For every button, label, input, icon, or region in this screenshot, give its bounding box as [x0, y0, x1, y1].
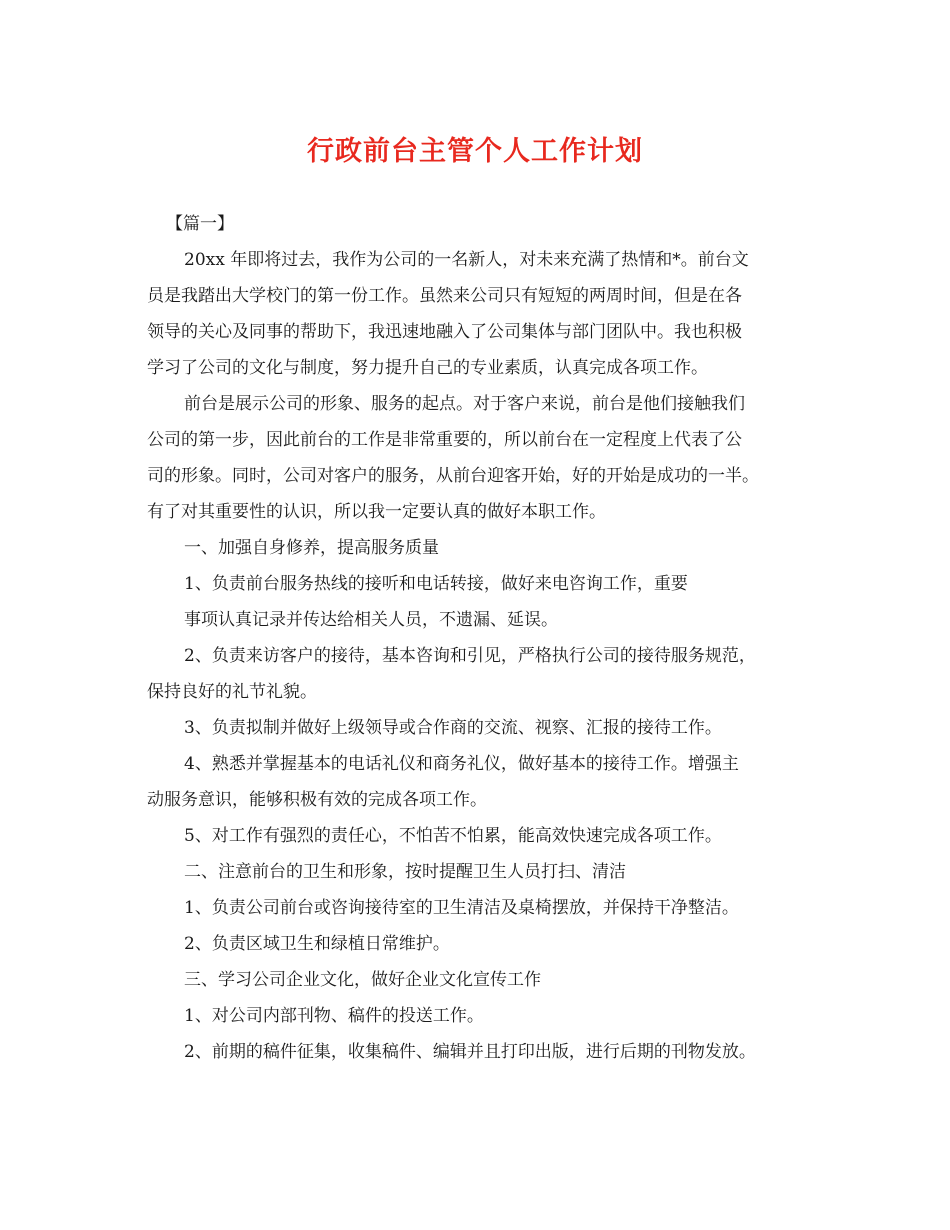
list-item: 1、对公司内部刊物、稿件的投送工作。: [184, 1006, 484, 1026]
paragraph-line: 学习了公司的文化与制度，努力提升自己的专业素质，认真完成各项工作。: [147, 358, 708, 378]
paragraph-line: 员是我踏出大学校门的第一份工作。虽然来公司只有短短的两周时间，但是在各: [147, 286, 742, 306]
list-item: 4、熟悉并掌握基本的电话礼仪和商务礼仪，做好基本的接待工作。增强主: [184, 754, 739, 774]
section-heading: 一、加强自身修养，提高服务质量: [184, 538, 439, 558]
paragraph-line: 20xx 年即将过去，我作为公司的一名新人，对未来充满了热情和*。前台文: [184, 250, 749, 270]
list-item: 2、负责来访客户的接待，基本咨询和引见，严格执行公司的接待服务规范，: [184, 646, 756, 666]
list-item: 3、负责拟制并做好上级领导或合作商的交流、视察、汇报的接待工作。: [184, 718, 722, 738]
section-heading: 三、学习公司企业文化，做好企业文化宣传工作: [184, 970, 541, 990]
list-item: 1、负责公司前台或咨询接待室的卫生清洁及桌椅摆放，并保持干净整洁。: [184, 898, 739, 918]
section-label: 【篇一】: [166, 214, 234, 234]
paragraph-line: 有了对其重要性的认识，所以我一定要认真的做好本职工作。: [147, 502, 606, 522]
list-item: 1、负责前台服务热线的接听和电话转接，做好来电咨询工作，重要: [184, 574, 688, 594]
paragraph-line: 公司的第一步，因此前台的工作是非常重要的，所以前台在一定程度上代表了公: [147, 430, 742, 450]
list-item-continuation: 事项认真记录并传达给相关人员，不遗漏、延误。: [184, 610, 558, 630]
list-item-continuation: 动服务意识，能够积极有效的完成各项工作。: [147, 790, 487, 810]
section-heading: 二、注意前台的卫生和形象，按时提醒卫生人员打扫、清洁: [184, 862, 626, 882]
list-item: 5、对工作有强烈的责任心，不怕苦不怕累，能高效快速完成各项工作。: [184, 826, 722, 846]
list-item: 2、前期的稿件征集，收集稿件、编辑并且打印出版，进行后期的刊物发放。: [184, 1042, 756, 1062]
paragraph-line: 前台是展示公司的形象、服务的起点。对于客户来说，前台是他们接触我们: [184, 394, 745, 414]
paragraph-line: 司的形象。同时，公司对客户的服务，从前台迎客开始，好的开始是成功的一半。: [147, 466, 759, 486]
list-item-continuation: 保持良好的礼节礼貌。: [147, 682, 317, 702]
list-item: 2、负责区域卫生和绿植日常维护。: [184, 934, 450, 954]
document-title: 行政前台主管个人工作计划: [307, 136, 643, 167]
paragraph-line: 领导的关心及同事的帮助下，我迅速地融入了公司集体与部门团队中。我也积极: [147, 322, 742, 342]
